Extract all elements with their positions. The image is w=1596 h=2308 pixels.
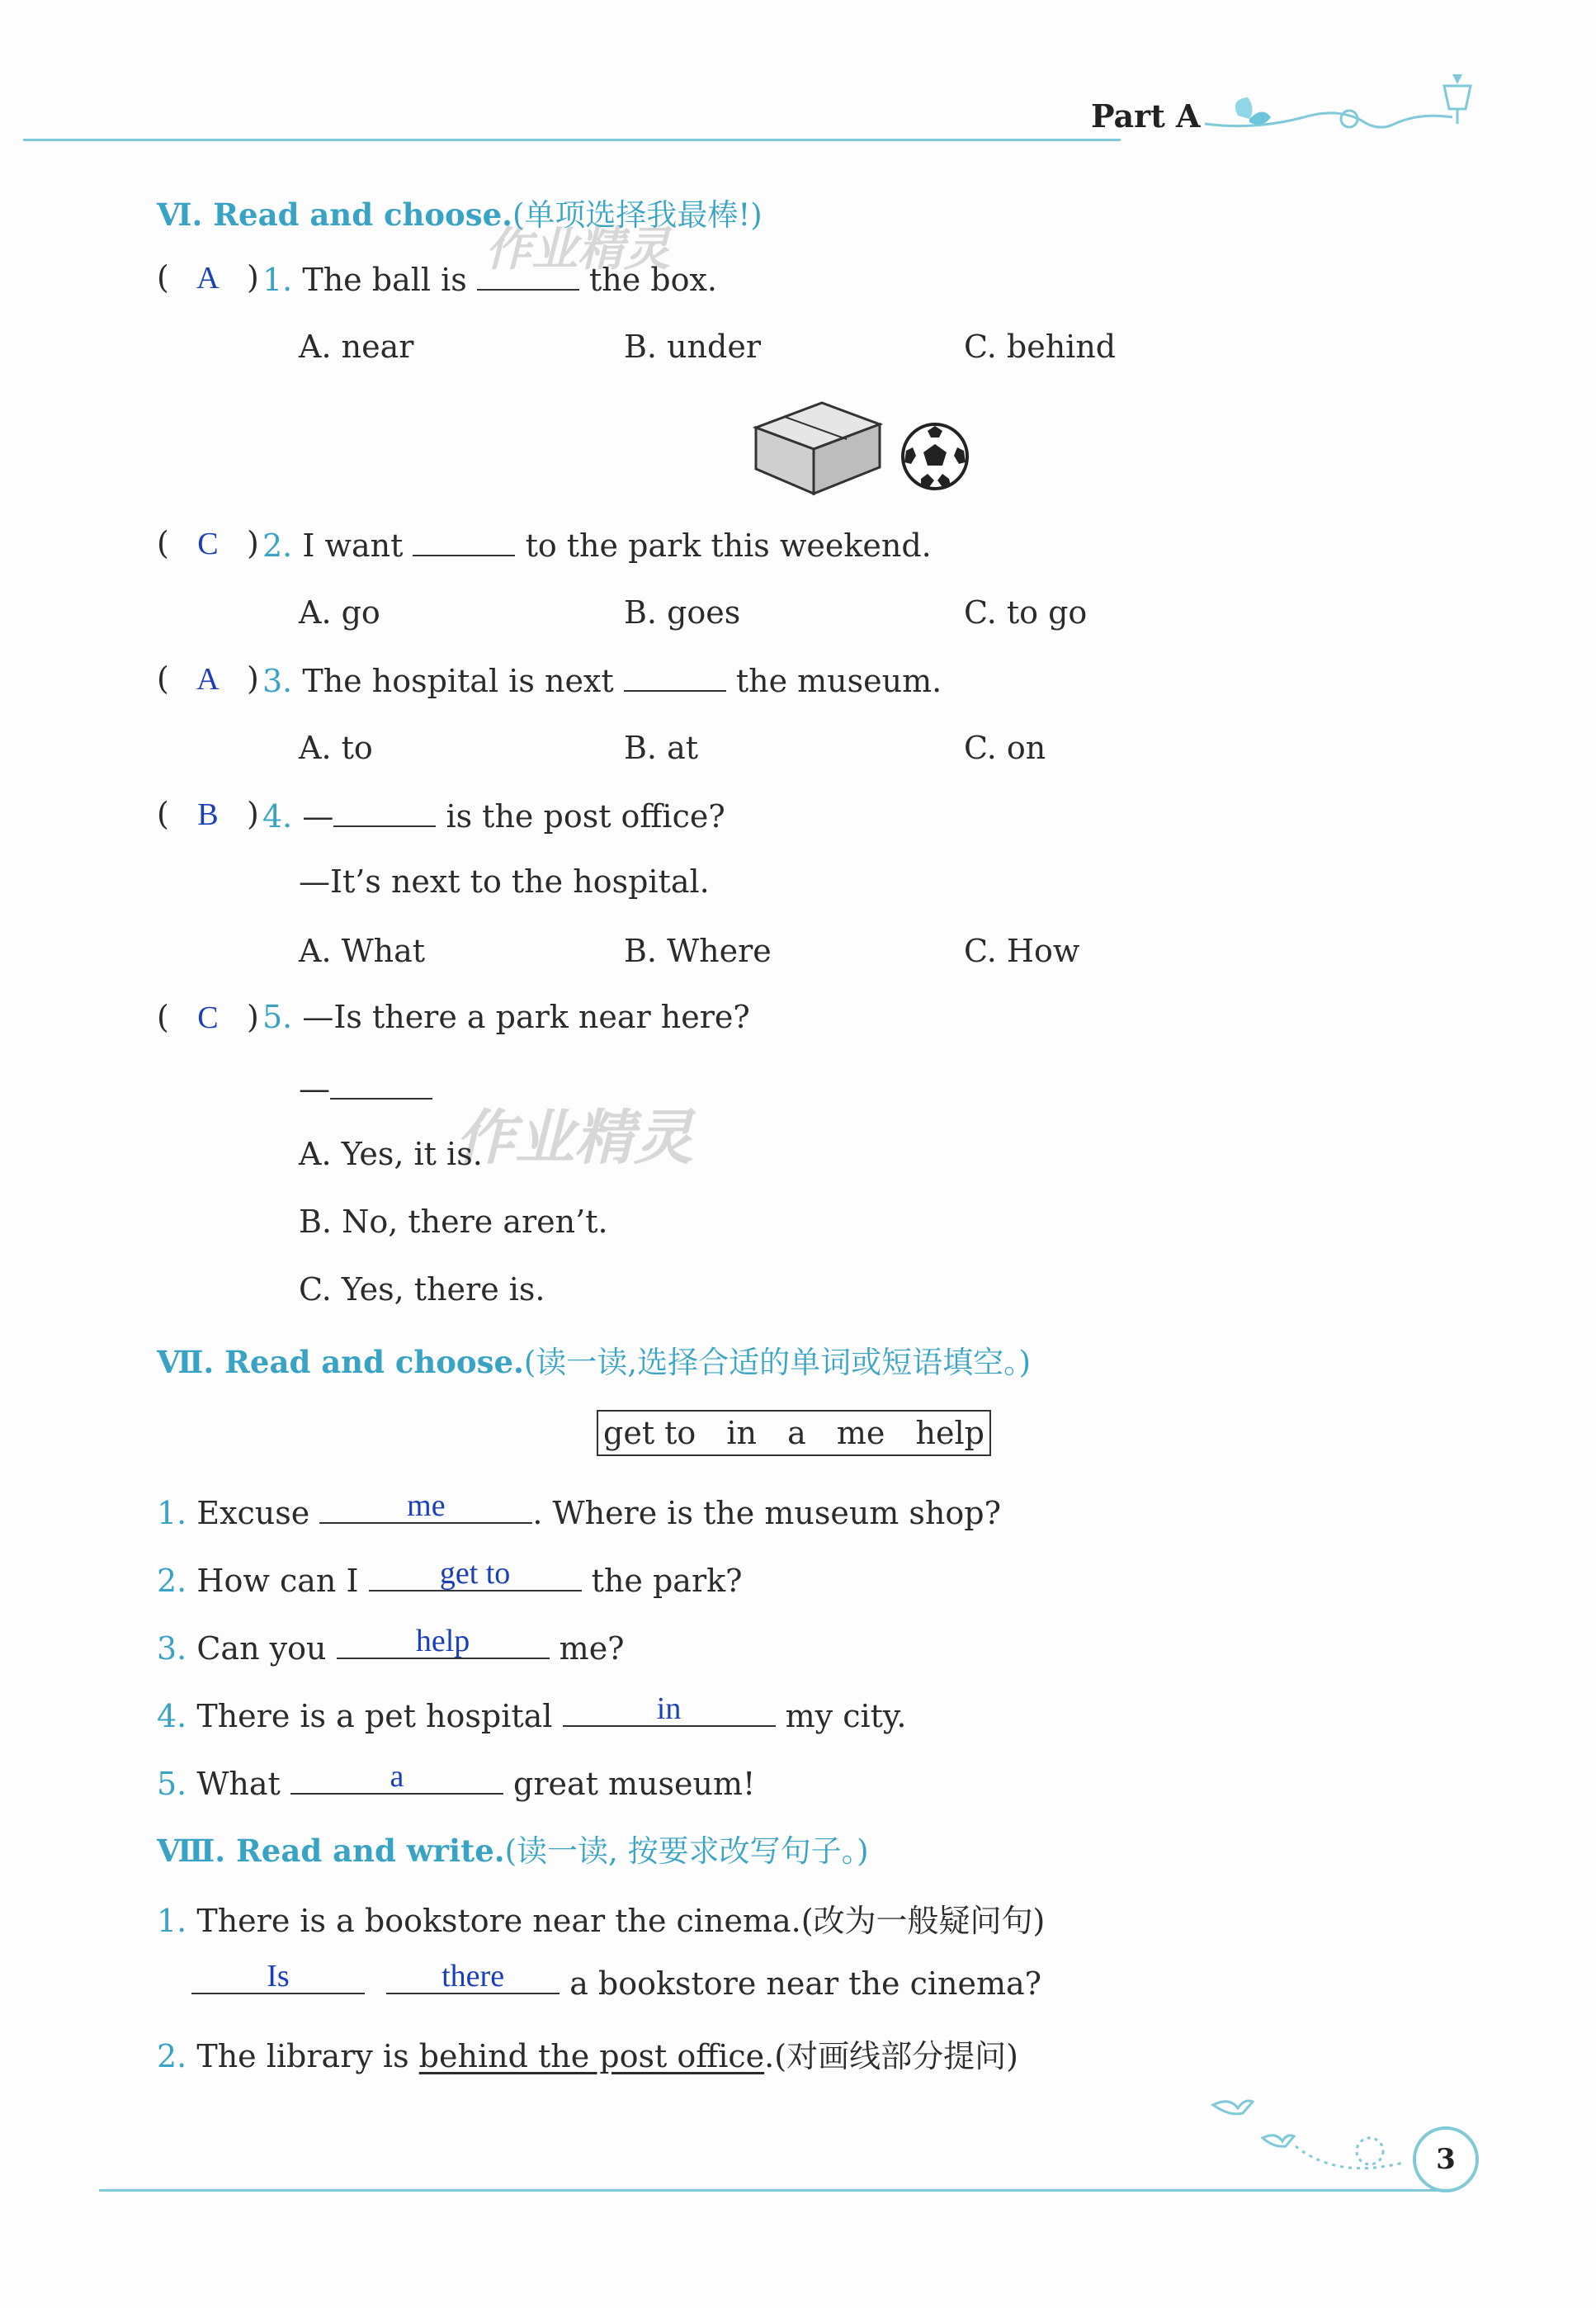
q2-blank <box>413 525 515 556</box>
s8-item-2 <box>157 2031 1018 2076</box>
s8-item-1-instruction: (改为一般疑问句) <box>800 1903 1046 1939</box>
s7-item-4-text-b: my city. <box>785 1698 907 1734</box>
section-6-title: . Read and choose. <box>191 196 512 233</box>
s7-item-4-number: 4. <box>157 1698 187 1734</box>
s7-item-3-number: 3. <box>157 1630 187 1667</box>
q3-option-b: B. at <box>624 730 699 766</box>
s7-item-5 <box>157 1759 756 1802</box>
s7-item-1-answer: me <box>407 1488 446 1523</box>
s7-item-2-answer: get to <box>439 1556 511 1591</box>
s7-item-4-text-a: There is a pet hospital <box>196 1698 553 1734</box>
s7-item-3-answer: help <box>415 1624 470 1658</box>
section-7-title: . Read and choose. <box>203 1344 524 1380</box>
q4-answer: B <box>197 797 219 832</box>
section-8-title: . Read and write. <box>215 1833 505 1869</box>
q4-line2: —It’s next to the hospital. <box>299 863 710 900</box>
q2-stem-a: I want <box>302 527 404 564</box>
s8-item-2-instruction: (对画线部分提问) <box>774 2038 1018 2074</box>
section-7-instruction: (读一读,选择合适的单词或短语填空。) <box>523 1345 1032 1380</box>
q1-answer-paren: ( A ) <box>157 259 259 296</box>
section-8-roman: Ⅷ <box>157 1833 215 1869</box>
s7-item-3-blank <box>337 1624 550 1659</box>
q4-answer-paren: ( B ) <box>157 796 259 832</box>
q4-option-b: B. Where <box>624 933 772 969</box>
q4-number: 4. <box>262 798 293 835</box>
q5-answer-paren: ( C ) <box>157 999 259 1035</box>
page-header-title: Part A <box>1091 97 1201 135</box>
s7-item-2 <box>157 1556 743 1599</box>
soccer-ball-icon <box>900 421 970 492</box>
s7-item-1-text-a: Excuse <box>196 1495 310 1531</box>
q3-option-a: A. to <box>299 730 373 766</box>
q4-stem-a: — <box>302 798 334 835</box>
word-bank-box <box>597 1410 991 1456</box>
s7-item-1-number: 1. <box>157 1495 187 1531</box>
word-bank-item: me <box>836 1415 885 1451</box>
q1-option-b: B. under <box>624 329 762 365</box>
watermark-middle: 作业精灵 <box>456 1103 694 1172</box>
q5-stem <box>262 999 750 1035</box>
q2-option-a: A. go <box>299 594 380 631</box>
s8-item-1-sentence: There is a bookstore near the cinema. <box>196 1903 801 1939</box>
section-7-heading <box>157 1337 1031 1382</box>
q4-stem <box>262 796 725 835</box>
q1-stem <box>262 259 717 298</box>
section-7-roman: Ⅶ <box>157 1344 204 1380</box>
q3-option-c: C. on <box>964 730 1046 766</box>
s8-item-2-post: . <box>764 2038 775 2074</box>
s7-item-3 <box>157 1624 625 1667</box>
box-icon <box>748 395 888 502</box>
q5-option-a: A. Yes, it is. <box>299 1136 483 1172</box>
q4-blank <box>333 796 436 827</box>
q2-number: 2. <box>262 527 293 564</box>
q1-stem-b: the box. <box>588 262 717 298</box>
s8-item-1-rest: a bookstore near the cinema? <box>569 1965 1042 2002</box>
q3-blank <box>624 660 726 692</box>
q4-option-a: A. What <box>299 933 426 969</box>
s7-item-4-blank <box>563 1691 776 1727</box>
q3-stem <box>262 660 942 699</box>
q5-stem-text: —Is there a park near here? <box>302 999 750 1035</box>
q3-stem-b: the museum. <box>735 663 942 699</box>
word-bank-item: in <box>726 1415 758 1451</box>
q1-number: 1. <box>262 262 293 298</box>
s7-item-3-text-a: Can you <box>196 1630 327 1667</box>
s8-item-2-number: 2. <box>157 2038 187 2074</box>
q3-number: 3. <box>262 663 293 699</box>
s7-item-5-number: 5. <box>157 1766 187 1802</box>
s8-item-1-blank-1 <box>191 1959 365 1994</box>
q1-option-c: C. behind <box>964 329 1117 365</box>
q1-option-a: A. near <box>299 329 414 365</box>
q5-answer: C <box>197 1000 219 1035</box>
s7-item-2-blank <box>369 1556 582 1591</box>
watermark-top: 作业精灵 <box>485 223 670 277</box>
s8-item-1-number: 1. <box>157 1903 187 1939</box>
s8-item-1-answer-line <box>191 1959 1042 2002</box>
s7-item-5-answer: a <box>390 1759 404 1794</box>
s7-item-5-text-b: great museum! <box>513 1766 756 1802</box>
s7-item-2-text-b: the park? <box>591 1563 743 1599</box>
s7-item-5-text-a: What <box>196 1766 281 1802</box>
s7-item-5-blank <box>290 1759 503 1795</box>
section-6-roman: Ⅵ <box>157 196 192 233</box>
s8-item-1-answer-1: Is <box>267 1959 290 1993</box>
q5-option-b: B. No, there aren’t. <box>299 1204 608 1240</box>
q1-blank <box>477 259 579 291</box>
s7-item-4-answer: in <box>656 1691 682 1726</box>
section-6-instruction: (单项选择我最棒!) <box>512 197 763 233</box>
word-bank-item: help <box>915 1415 985 1451</box>
q4-option-c: C. How <box>964 933 1080 969</box>
section-8-heading <box>157 1826 869 1871</box>
s7-item-3-text-b: me? <box>559 1630 625 1667</box>
header-rule <box>23 139 1121 141</box>
q5-line2 <box>299 1068 432 1107</box>
s8-item-1-blank-2 <box>386 1959 560 1994</box>
section-6-heading <box>157 190 763 234</box>
q1-stem-a: The ball is <box>302 262 467 298</box>
q2-answer-paren: ( C ) <box>157 525 259 561</box>
word-bank-item: a <box>787 1415 806 1451</box>
q3-answer: A <box>196 662 220 697</box>
section-8-instruction: (读一读, 按要求改写句子。) <box>504 1833 869 1869</box>
s8-item-2-underlined: behind the post office <box>418 2038 765 2074</box>
page-number: 3 <box>1413 2126 1479 2192</box>
q2-option-c: C. to go <box>964 594 1088 631</box>
butterfly-lamp-icon <box>1205 66 1477 165</box>
word-bank-item: get to <box>603 1415 696 1451</box>
s7-item-4 <box>157 1691 907 1734</box>
s7-item-2-number: 2. <box>157 1563 187 1599</box>
bird-icon <box>1205 2088 1419 2187</box>
s8-item-2-pre: The library is <box>196 2038 409 2074</box>
q4-stem-b: is the post office? <box>446 798 725 835</box>
footer-rule <box>99 2189 1452 2192</box>
q3-stem-a: The hospital is next <box>302 663 614 699</box>
q5-blank <box>330 1068 432 1100</box>
q2-stem-b: to the park this weekend. <box>525 527 932 564</box>
q5-option-c: C. Yes, there is. <box>299 1271 545 1308</box>
s7-item-1 <box>157 1488 1001 1531</box>
s8-item-1-answer-2: there <box>441 1959 505 1993</box>
s7-item-1-text-b: . Where is the museum shop? <box>532 1495 1001 1531</box>
s7-item-2-text-a: How can I <box>196 1563 359 1599</box>
q1-answer: A <box>196 261 220 296</box>
q5-number: 5. <box>262 999 293 1035</box>
q2-stem <box>262 525 932 564</box>
s8-item-1 <box>157 1895 1045 1941</box>
q3-answer-paren: ( A ) <box>157 660 259 697</box>
q5-line2-dash: — <box>299 1071 330 1107</box>
s7-item-1-blank <box>319 1488 532 1524</box>
q2-option-b: B. goes <box>624 594 741 631</box>
q2-answer: C <box>197 527 219 561</box>
